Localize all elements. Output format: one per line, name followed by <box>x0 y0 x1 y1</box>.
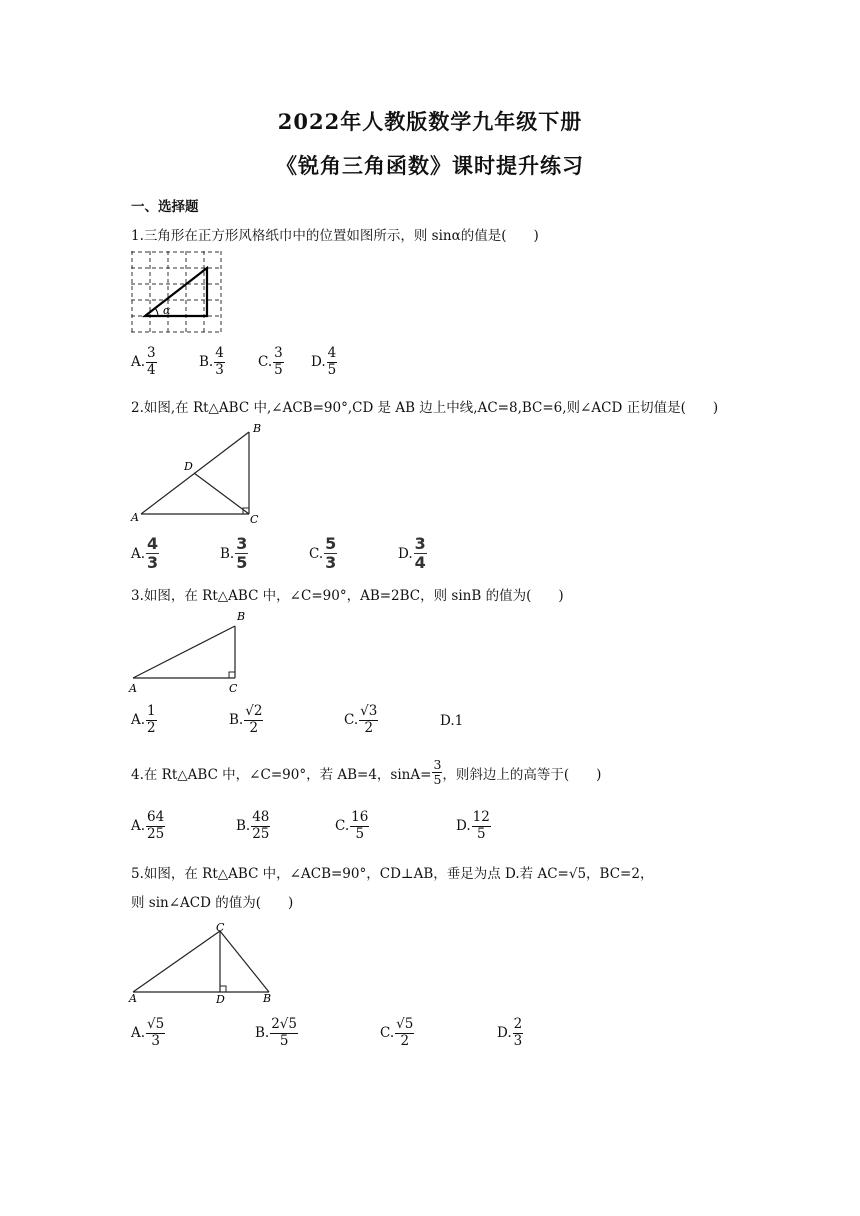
question-2-text: 2.如图,在 Rt△ABC 中,∠ACB=90°,CD 是 AB 边上中线,AC=8,BC=6,则∠ACD 正切值是( ) <box>131 400 719 416</box>
q1-option-c[interactable] <box>258 346 284 378</box>
option-letter: B. <box>236 818 251 835</box>
option-fraction: $\frac{1}{2}$ <box>147 703 156 736</box>
option-fraction: $\frac{2}{3}$ <box>513 1016 523 1049</box>
option-letter: D. <box>398 545 413 562</box>
option-letter: C. <box>309 545 324 562</box>
label-b: B <box>253 422 262 435</box>
q1-option-a[interactable] <box>131 346 157 378</box>
label-b: B <box>237 610 246 623</box>
q4-option-c[interactable] <box>335 810 369 842</box>
q5-option-b[interactable] <box>255 1017 298 1049</box>
option-fraction: $\frac{√5}{2}$ <box>396 1016 414 1049</box>
label-a: A <box>129 682 137 695</box>
option-fraction: $\frac{4}{3}$ <box>215 345 224 378</box>
label-c: C <box>229 682 238 695</box>
q3-option-a[interactable] <box>131 704 157 736</box>
option-fraction: $\frac{√2}{2}$ <box>245 703 263 736</box>
label-a: A <box>131 511 139 524</box>
q5-option-d[interactable] <box>497 1017 523 1049</box>
option-fraction: $\frac{√5}{3}$ <box>147 1016 165 1049</box>
question-4-text-after: ，则斜边上的高等于( ) <box>442 766 602 783</box>
option-letter: A. <box>131 545 146 562</box>
option-letter: B. <box>199 354 214 371</box>
q4-option-d[interactable] <box>456 810 491 842</box>
q2-option-d[interactable] <box>398 535 427 573</box>
option-letter: A. <box>131 712 146 729</box>
option-letter: C. <box>335 818 350 835</box>
option-fraction: $\frac{3}{5}$ <box>236 534 248 573</box>
question-5-figure <box>126 922 276 1008</box>
option-letter: B. <box>220 545 235 562</box>
q2-option-a[interactable] <box>131 535 159 573</box>
alpha-arc <box>155 308 158 316</box>
option-value: 1 <box>454 713 464 729</box>
question-5-text-line-2: 则 sin∠ACD 的值为( ) <box>131 895 294 911</box>
option-fraction: $\frac{48}{25}$ <box>252 809 270 842</box>
option-letter: C. <box>258 354 273 371</box>
option-fraction: $\frac{4}{3}$ <box>147 534 159 573</box>
label-c: C <box>216 922 225 934</box>
option-letter: C. <box>380 1025 395 1042</box>
section-heading: 一、选择题 <box>131 199 199 215</box>
question-3-figure <box>128 606 258 696</box>
option-fraction: $\frac{12}{5}$ <box>472 809 490 842</box>
q3-option-d[interactable] <box>440 713 463 729</box>
label-b: B <box>263 992 272 1005</box>
label-d: D <box>216 993 225 1006</box>
q3-option-c[interactable] <box>344 704 378 736</box>
label-d: D <box>184 460 193 473</box>
question-2-figure <box>128 420 268 525</box>
option-letter: A. <box>131 1025 146 1042</box>
option-letter: C. <box>344 712 359 729</box>
question-3-text: 3.如图，在 Rt△ABC 中，∠C=90°，AB=2BC，则 sinB 的值为( ) <box>131 588 564 604</box>
q4-option-b[interactable] <box>236 810 270 842</box>
option-fraction: $\frac{√3}{2}$ <box>360 703 378 736</box>
option-fraction: $\frac{3}{5}$ <box>274 345 283 378</box>
alpha-label: α <box>163 304 171 317</box>
option-letter: A. <box>131 354 146 371</box>
option-letter: D. <box>440 713 455 729</box>
q4-option-a[interactable] <box>131 810 165 842</box>
inline-fraction: $\frac{3}{5}$ <box>433 757 442 788</box>
q5-option-a[interactable] <box>131 1017 165 1049</box>
question-5-text-line-1: 5.如图，在 Rt△ABC 中，∠ACB=90°，CD⊥AB，垂足为点 D.若 AC=√5，BC=2， <box>131 866 654 882</box>
grid-triangle <box>145 268 207 316</box>
option-letter: B. <box>229 712 244 729</box>
option-fraction: $\frac{2√5}{5}$ <box>271 1016 297 1049</box>
q1-option-b[interactable] <box>199 346 225 378</box>
q2-option-b[interactable] <box>220 535 248 573</box>
option-letter: D. <box>497 1025 512 1042</box>
question-4-text <box>131 758 601 788</box>
option-fraction: $\frac{3}{4}$ <box>147 345 156 378</box>
q3-option-b[interactable] <box>229 704 263 736</box>
label-a: A <box>129 992 137 1005</box>
option-fraction: $\frac{64}{25}$ <box>147 809 165 842</box>
option-fraction: $\frac{4}{5}$ <box>327 345 337 378</box>
title-line-1: 2022年人教版数学九年级下册 <box>277 109 583 134</box>
option-fraction: $\frac{3}{4}$ <box>414 534 426 573</box>
option-fraction: $\frac{16}{5}$ <box>351 809 369 842</box>
question-1-grid-figure <box>130 250 224 336</box>
option-fraction: $\frac{5}{3}$ <box>325 534 337 573</box>
q2-option-c[interactable] <box>309 535 337 573</box>
option-letter: B. <box>255 1025 270 1042</box>
option-letter: D. <box>456 818 471 835</box>
label-c: C <box>250 513 259 525</box>
q1-option-d[interactable] <box>311 346 337 378</box>
q5-option-c[interactable] <box>380 1017 414 1049</box>
option-letter: A. <box>131 818 146 835</box>
question-1-text: 1.三角形在正方形风格纸巾中的位置如图所示，则 sinα的值是( ) <box>131 228 539 244</box>
question-4-text-before: 4.在 Rt△ABC 中，∠C=90°，若 AB=4，sinA= <box>131 766 432 783</box>
option-letter: D. <box>311 354 326 371</box>
title-line-2: 《锐角三角函数》课时提升练习 <box>276 153 584 178</box>
